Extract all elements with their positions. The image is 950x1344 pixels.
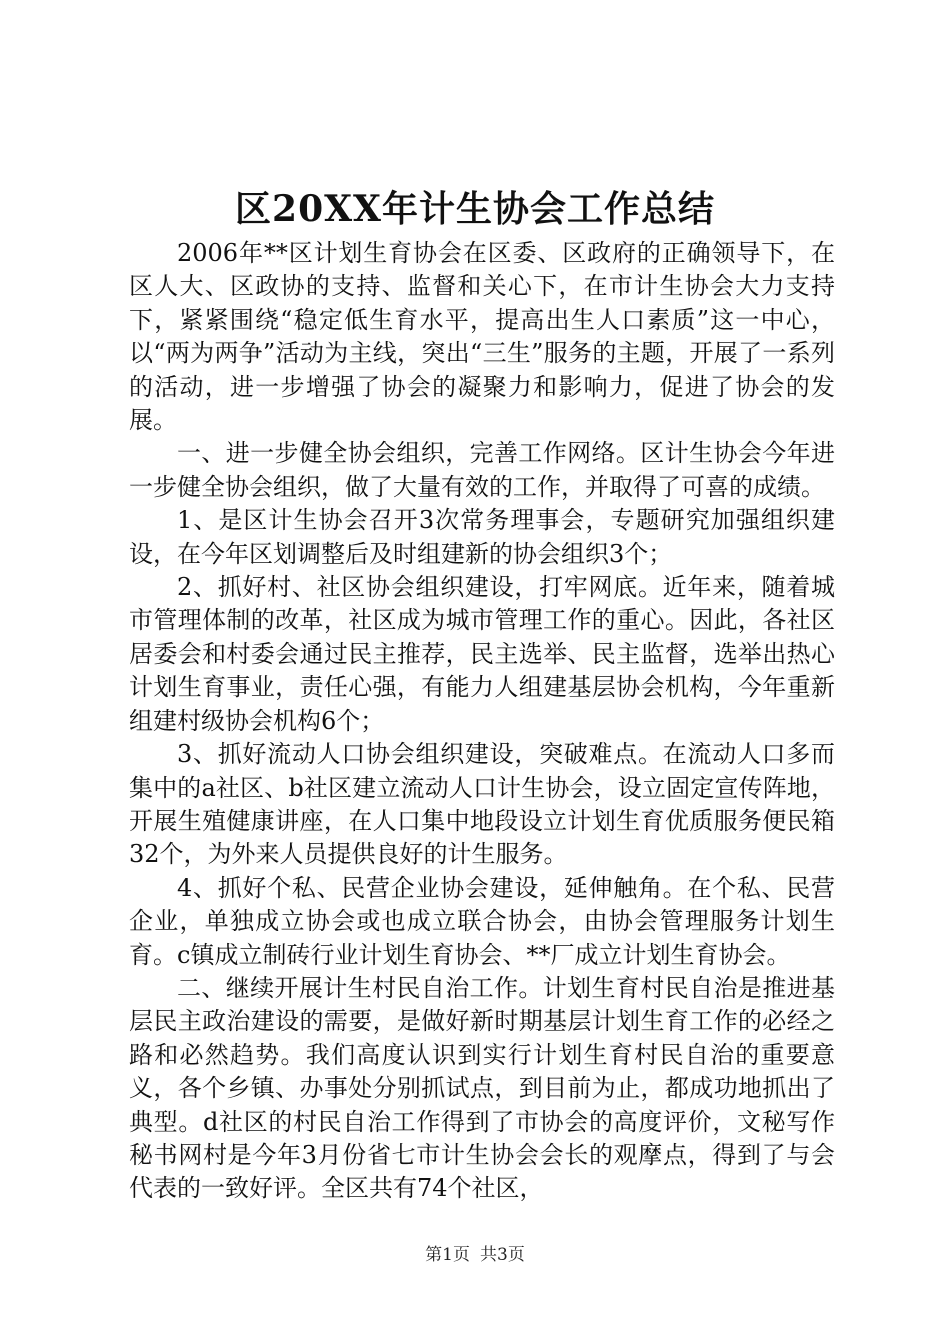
paragraph-item-2: 2、抓好村、社区协会组织建设，打牢网底。近年来，随着城市管理体制的改革，社区成为城市管理工作的重心。因此，各社区居委会和村委会通过民主推荐，民主选举、民主监督，选举出热心计划生育事业，责任心强，有能力人组建基层协会机构，今年重新组建村级协会机构6个； [129, 573, 835, 735]
paragraph-item-4: 4、抓好个私、民营企业协会建设，延伸触角。在个私、民营企业，单独成立协会或也成立联合协会，由协会管理服务计划生育。c镇成立制砖行业计划生育协会、**厂成立计划生育协会。 [129, 873, 835, 969]
paragraph-item-1: 1、是区计生协会召开3次常务理事会，专题研究加强组织建设，在今年区划调整后及时组建新的协会组织3个； [129, 506, 835, 568]
paragraph-section-1: 一、进一步健全协会组织，完善工作网络。区计生协会今年进一步健全协会组织，做了大量有效的工作，并取得了可喜的成绩。 [129, 439, 835, 501]
page-total: 共3页 [480, 1245, 525, 1265]
paragraph-section-2: 二、继续开展计生村民自治工作。计划生育村民自治是推进基层民主政治建设的需要，是做好新时期基层计划生育工作的必经之路和必然趋势。我们高度认识到实行计划生育村民自治的重要意义，各个乡镇、办事处分别抓试点，到目前为止，都成功地抓出了典型。d社区的村民自治工作得到了市协会的高度评价，文秘写作秘书网村是今年3月份省七市计生协会会长的观摩点，得到了与会代表的一致好评。全区共有74个社区， [129, 973, 835, 1203]
page-number: 第1页 [425, 1245, 470, 1265]
page-footer [0, 1243, 950, 1267]
document-title: 区20XX年计生协会工作总结 [235, 188, 715, 230]
paragraph-intro: 2006年**区计划生育协会在区委、区政府的正确领导下，在区人大、区政协的支持、监督和关心下，在市计生协会大力支持下，紧紧围绕“稳定低生育水平，提高出生人口素质”这一中心，以“两为两争”活动为主线，突出“三生”服务的主题，开展了一系列的活动，进一步增强了协会的凝聚力和影响力，促进了协会的发展。 [129, 239, 835, 435]
document-body [129, 237, 835, 1206]
paragraph-item-3: 3、抓好流动人口协会组织建设，突破难点。在流动人口多而集中的a社区、b社区建立流动人口计生协会，设立固定宣传阵地，开展生殖健康讲座，在人口集中地段设立计划生育优质服务便民箱32个，为外来人员提供良好的计生服务。 [129, 740, 835, 869]
